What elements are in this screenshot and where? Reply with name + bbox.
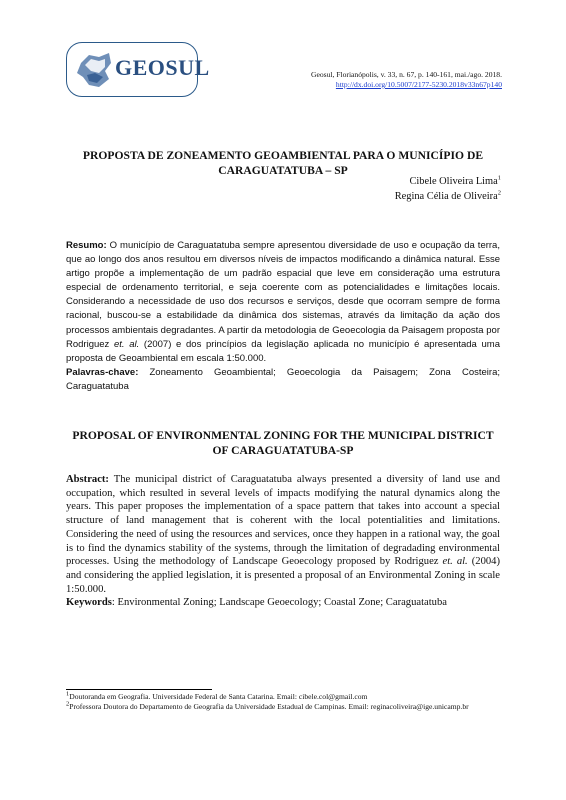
abstract-label: Abstract: (66, 474, 109, 485)
map-icon (75, 49, 115, 91)
title-en-line2: OF CARAGUATATUBA-SP (212, 444, 354, 457)
keywords-pt-label: Palavras-chave: (66, 366, 139, 378)
resumo-label: Resumo: (66, 240, 107, 251)
journal-citation (311, 70, 502, 90)
title-pt-line1: PROPOSTA DE ZONEAMENTO GEOAMBIENTAL PARA O MUNICÍPIO DE (82, 149, 484, 162)
abstract-section (66, 473, 500, 610)
title-pt-line2: CARAGUATATUBA – SP (218, 164, 348, 177)
author-2: Regina Célia de Oliveira$^2$ (394, 189, 501, 202)
logo-text: GEOSUL (115, 55, 210, 80)
footnote-divider (66, 689, 212, 690)
keywords-en-label: Keywords (66, 597, 112, 609)
footnotes (66, 692, 500, 713)
doi-link[interactable]: http://dx.doi.org/10.5007/2177-5230.2018v33n67p140 (335, 80, 502, 89)
author-list (395, 174, 501, 204)
resumo-text: Resumo: O município de Caraguatatuba sempre apresentou diversidade de uso e ocupação da terra, que ao longo dos anos resultou em diversos níveis de impactos modificando a dinâmica natural. Esse artigo propõe a implementação de um padrão espacial que leve em consideração uma estrutura especial de ordenamento territorial, e seja coerente com as potencialidades e limitações locais. Considerando a necessidade de uso dos recursos e serviços, desde que ocorram sempre de forma racional, buscou-se a estabilidade da dinâmica dos sistemas, através da limitação da ação dos processos ambientais degradantes. A partir da metodologia de Geoecologia da Paisagem proposta por Rodriguez et. al. (2007) e dos princípios da legislação aplicada no município é apresentada uma proposta de Geoambiental em escala 1:50.000. (66, 240, 500, 364)
title-english (70, 428, 496, 458)
citation-text: Geosul, Florianópolis, v. 33, n. 67, p. 140-161, mai./ago. 2018. (310, 70, 502, 79)
footnote-2: $^2$Professora Doutora do Departamento de Geografia da Universidade Estadual de Campinas. Email: reginacoliveira@ige.unicamp.br (66, 700, 469, 712)
abstract-text: Abstract: The municipal district of Caraguatatuba always presented a diversity of land use and occupation, which resulted in several levels of impacts modifying the natural dynamics along the years. This paper proposes the implementation of a space pattern that takes into account a special structure of land management that is coherent with the local potentialities and limitations. Considering the need of using the resources and services, once they happen in a rational way, the goal is to find the dynamics stability of the systems, through the limitation of degradading environmental processes. Using the methodology of Landscape Geoecology proposed by Rodriguez et. al. (2004) and considering the applied legislation, it is presented a proposal of an Environmental Zoning in scale 1:50.000. (66, 474, 500, 595)
title-en-line1: PROPOSAL OF ENVIRONMENTAL ZONING FOR THE MUNICIPAL DISTRICT (72, 429, 494, 442)
author-1: Cibele Oliveira Lima$^1$ (409, 174, 501, 187)
keywords-en: Keywords: Environmental Zoning; Landscape Geoecology; Coastal Zone; Caraguatatuba (66, 597, 447, 609)
journal-logo (66, 42, 210, 97)
footnote-1: $^1$Doutoranda em Geografia. Universidade Federal de Santa Catarina. Email: cibele.col@gmail.com (66, 690, 368, 701)
resumo-section (66, 239, 500, 394)
palavras-chave: Palavras-chave: Zoneamento Geoambiental; Geoecologia da Paisagem; Zona Costeira; Caraguatatuba (66, 366, 500, 392)
